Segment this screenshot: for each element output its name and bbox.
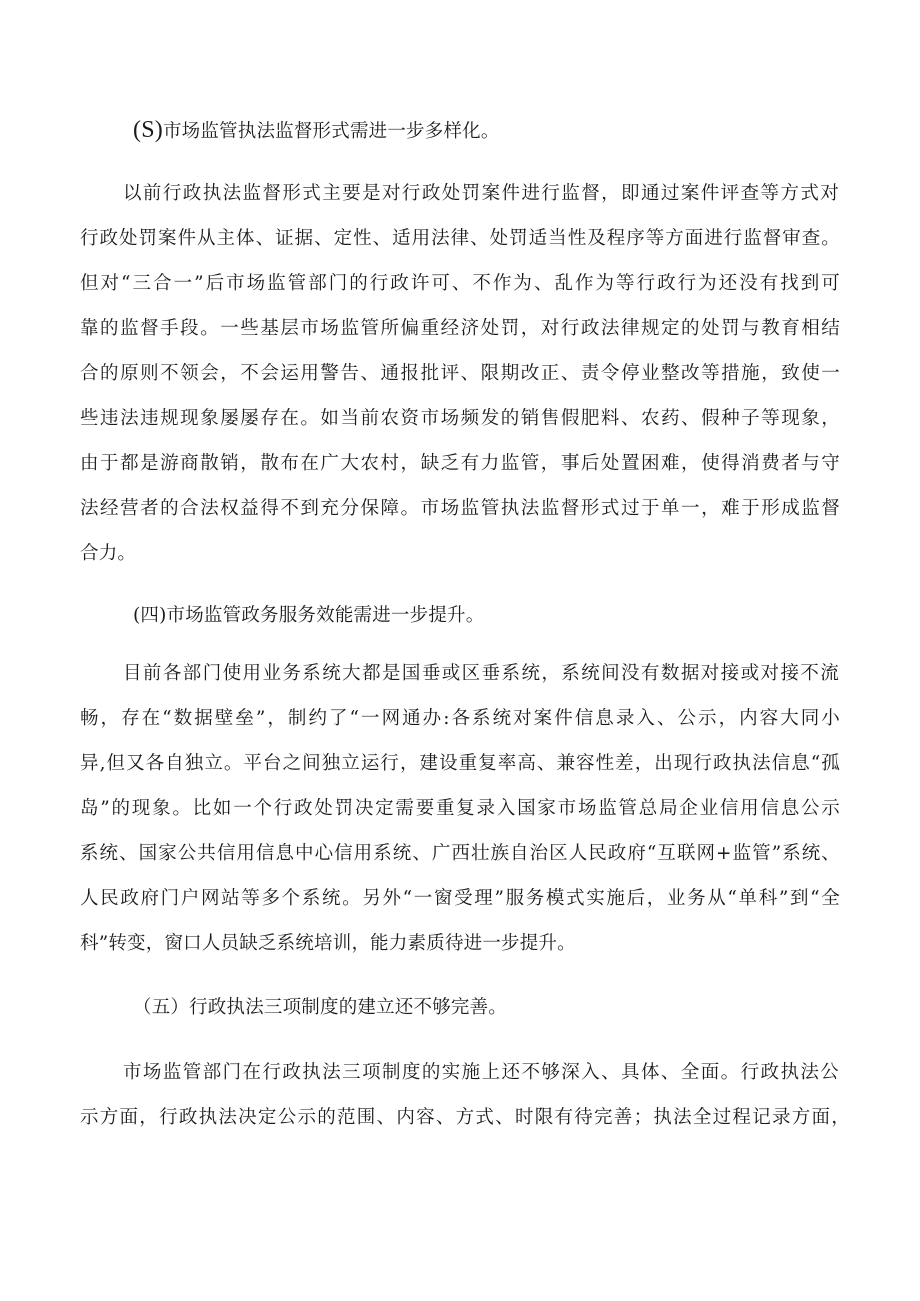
paragraph-line: 示方面，行政执法决定公示的范围、内容、方式、时限有待完善；执法全过程记录方面， (80, 1107, 850, 1128)
paragraph-line: 但对“三合一”后市场监管部门的行政许可、不作为、乱作为等行政行为还没有找到可 (80, 273, 840, 294)
paragraph-line: 岛”的现象。比如一个行政处罚决定需要重复录入国家市场监管总局企业信用信息公示 (80, 798, 840, 819)
paragraph-line: 市场监管部门在行政执法三项制度的实施上还不够深入、具体、全面。行政执法公 (123, 1062, 839, 1083)
paragraph-line: 合的原则不领会，不会运用警告、通报批评、限期改正、责令停业整改等措施，致使一 (80, 363, 840, 384)
paragraph-line: 科”转变，窗口人员缺乏系统培训，能力素质待进一步提升。 (80, 933, 576, 954)
paragraph-line: 目前各部门使用业务系统大都是国垂或区垂系统，系统间没有数据对接或对接不流 (123, 663, 839, 684)
heading-prefix: (S) (133, 117, 163, 143)
section-heading-4: (四)市场监管政务服务效能需进一步提升。 (133, 605, 485, 626)
paragraph-line: 法经营者的合法权益得不到充分保障。市场监管执法监督形式过于单一，难于形成监督 (80, 498, 840, 519)
paragraph-line: 靠的监督手段。一些基层市场监管所偏重经济处罚，对行政法律规定的处罚与教育相结 (80, 318, 840, 339)
paragraph-line: 系统、国家公共信用信息中心信用系统、广西壮族自治区人民政府“互联网+监管”系统、 (80, 843, 840, 864)
paragraph-line: 人民政府门户网站等多个系统。另外“一窗受理”服务模式实施后，业务从“单科”到“全 (80, 888, 840, 909)
section-heading-5: （五）行政执法三项制度的建立还不够完善。 (133, 997, 508, 1018)
section-heading-3 (133, 118, 500, 144)
paragraph-line: 异,但又各自独立。平台之间独立运行，建设重复率高、兼容性差，出现行政执法信息“孤 (80, 753, 840, 774)
paragraph-line: 合力。 (80, 543, 137, 564)
paragraph-line: 些违法违规现象屡屡存在。如当前农资市场频发的销售假肥料、农药、假种子等现象， (80, 408, 840, 429)
heading-text: 市场监管执法监督形式需进一步多样化。 (162, 121, 500, 142)
paragraph-line: 行政处罚案件从主体、证据、定性、适用法律、处罚适当性及程序等方面进行监督审查。 (80, 228, 840, 249)
paragraph-line: 由于都是游商散销，散布在广大农村，缺乏有力监管，事后处置困难，使得消费者与守 (80, 453, 840, 474)
paragraph-line: 畅，存在“数据壁垒”，制约了“一网通办:各系统对案件信息录入、公示，内容大同小 (80, 708, 840, 729)
paragraph-line: 以前行政执法监督形式主要是对行政处罚案件进行监督，即通过案件评查等方式对 (123, 183, 839, 204)
